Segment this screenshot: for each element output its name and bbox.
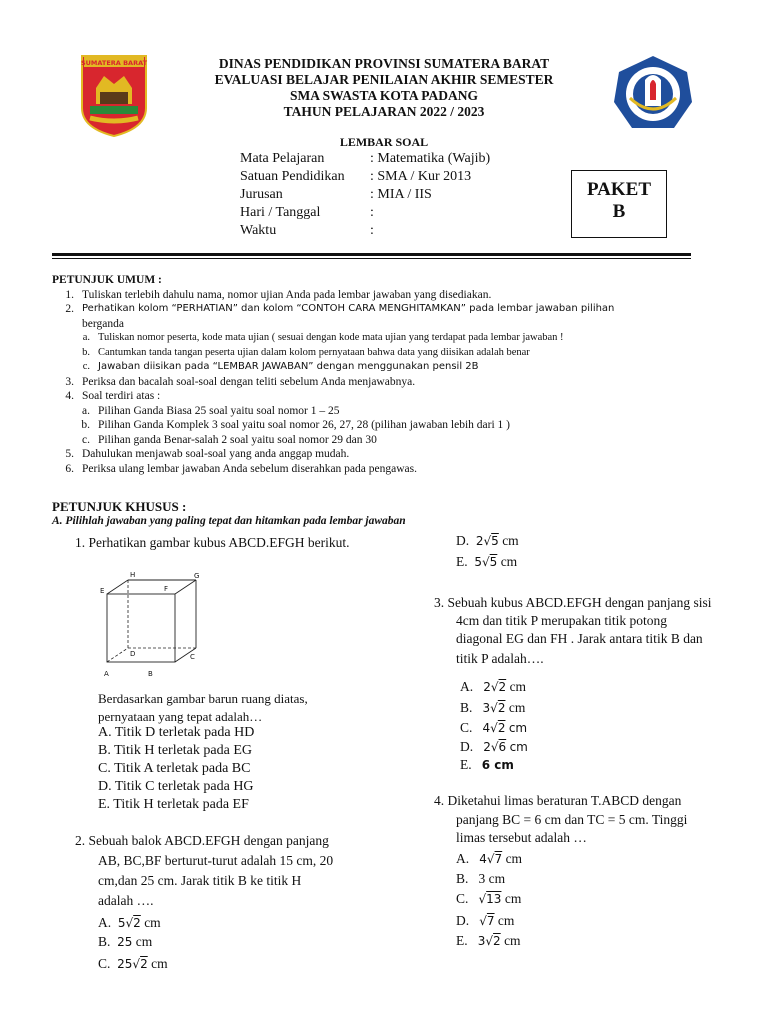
instruction-subitem: Cantumkan tanda tangan peserta ujian dalam kolom pernyataan bahwa data yang diisikan adalah benar	[98, 346, 530, 358]
q4-option-c[interactable]: C. √13 cm	[456, 891, 522, 906]
info-value: :	[370, 223, 374, 238]
q1-text2: pernyataan yang tepat adalah…	[98, 709, 263, 724]
q2-line2: AB, BC,BF berturut-turut adalah 15 cm, 20	[98, 853, 334, 868]
header-line2: EVALUASI BELAJAR PENILAIAN AKHIR SEMESTER	[214, 72, 554, 87]
q2-line3: cm,dan 25 cm. Jarak titik B ke titik H	[98, 873, 302, 888]
cube-label-d: D	[130, 650, 136, 658]
q1-stem: 1. Perhatikan gambar kubus ABCD.EFGH berikut.	[75, 535, 350, 550]
instruction-subitem: Pilihan ganda Benar-salah 2 soal yaitu soal nomor 29 dan 30	[98, 433, 377, 446]
petunjuk-umum-title: PETUNJUK UMUM :	[52, 274, 162, 286]
info-value: : SMA / Kur 2013	[370, 169, 472, 184]
q2-option-e[interactable]: E. 5√5 cm	[456, 554, 518, 569]
cube-label-e: E	[100, 587, 105, 595]
sumbar-logo	[78, 52, 150, 138]
instruction-item: Dahulukan menjawab soal-soal yang anda anggap mudah.	[82, 448, 350, 460]
info-label: Mata Pelajaran	[240, 151, 325, 166]
q2-option-d[interactable]: D. 2√5 cm	[456, 533, 519, 548]
instruction-item: Tuliskan terlebih dahulu nama, nomor ujian Anda pada lembar jawaban yang disediakan.	[82, 288, 492, 301]
info-label: Satuan Pendidikan	[240, 169, 345, 184]
q3-option-d[interactable]: D. 2√6 cm	[460, 739, 528, 754]
header-line1: DINAS PENDIDIKAN PROVINSI SUMATERA BARAT	[218, 56, 550, 71]
q4-line1: 4. Diketahui limas beraturan T.ABCD dengan	[434, 793, 682, 808]
q1-option-e[interactable]: E. Titik H terletak pada EF	[98, 797, 249, 812]
q4-line3: limas tersebut adalah …	[456, 830, 587, 845]
q4-option-e[interactable]: E. 3√2 cm	[456, 933, 521, 948]
paket-box	[571, 170, 667, 238]
header-line4: TAHUN PELAJARAN 2022 / 2023	[283, 104, 485, 119]
q2-option-a[interactable]: A. 5√2 cm	[98, 915, 161, 930]
instruction-item: Perhatikan kolom “PERHATIAN” dan kolom “CONTOH CARA MENGHITAMKAN” pada lembar jawaban pilihan	[82, 303, 615, 314]
cube-label-c: C	[190, 653, 195, 661]
q3-option-b[interactable]: B. 3√2 cm	[460, 700, 526, 715]
petunjuk-khusus-title: PETUNJUK KHUSUS :	[52, 499, 187, 514]
info-label: Jurusan	[240, 187, 283, 202]
paket-label: PAKET	[586, 179, 652, 200]
info-value: : Matematika (Wajib)	[370, 151, 491, 166]
q3-line4: titik P adalah….	[456, 651, 544, 666]
q3-option-e[interactable]: E. 6 cm	[460, 757, 514, 772]
q2-line1: 2. Sebuah balok ABCD.EFGH dengan panjang	[75, 833, 329, 848]
exam-info	[240, 150, 490, 240]
q1-option-a[interactable]: A. Titik D terletak pada HD	[98, 725, 255, 740]
cube-label-a: A	[104, 670, 109, 678]
instruction-subitem: Pilihan Ganda Biasa 25 soal yaitu soal nomor 1 – 25	[98, 404, 340, 417]
logo-left-text: SUMATERA BARAT	[80, 59, 148, 67]
info-label: Waktu	[240, 223, 277, 238]
instruction-subitem: Tuliskan nomor peserta, kode mata ujian ( sesuai dengan kode mata ujian yang terdapat pada lembar jawaban !	[98, 332, 564, 343]
q4-option-a[interactable]: A. 4√7 cm	[456, 851, 523, 866]
cube-label-b: B	[148, 670, 153, 678]
paket-code: B	[612, 201, 626, 222]
instruction-subitem: Pilihan Ganda Komplek 3 soal yaitu soal nomor 26, 27, 28 (pilihan jawaban lebih dari 1 )	[98, 419, 511, 431]
q3-option-c[interactable]: C. 4√2 cm	[460, 720, 528, 735]
q3-line2: 4cm dan titik P merupakan titik potong	[456, 613, 667, 628]
header-line3: SMA SWASTA KOTA PADANG	[290, 88, 478, 103]
petunjuk-umum: PETUNJUK UMUM : 1. Tuliskan terlebih dahulu nama, nomor ujian Anda pada lembar jawaban yang disediakan. 2. Perhatikan kolom “PERHATIAN” dan kolom “CONTOH CARA MENGHITAMKAN” pada lembar jawaban pilihan berganda a. Tuliskan nomor peserta, kode mata ujian ( sesuai dengan kode mata ujian yang terdapat pada lembar jawaban ! b. Cantumkan tanda tangan peserta ujian dalam kolom pernyataan bahwa data yang diisikan adalah benar c. Jawaban diisikan pada “LEMBAR JAWABAN” dengan menggunakan pensil 2B 3. Periksa dan bacalah soal-soal dengan teliti sebelum Anda menjawabnya. 4. Soal terdiri atas : a. Pilihan Ganda Biasa 25 soal yaitu soal nomor 1 – 25 b. Pilihan Ganda Komplek 3 soal yaitu soal nomor 26, 27, 28 (pilihan jawaban lebih dari 1 ) c. Pilihan ganda Benar-salah 2 soal yaitu soal nomor 29 dan 30 5. Dahulukan menjawab soal-soal yang anda anggap mudah. 6. Periksa ulang lembar jawaban Anda sebelum diserahkan pada pengawas.	[52, 273, 702, 476]
lembar-soal-title: LEMBAR SOAL	[339, 135, 429, 149]
q3-line3: diagonal EG dan FH . Jarak antara titik B dan	[456, 631, 703, 646]
q3-option-a[interactable]: A. 2√2 cm	[460, 679, 527, 694]
header-divider	[52, 253, 691, 256]
cube-diagram	[92, 570, 212, 682]
q1-option-d[interactable]: D. Titik C terletak pada HG	[98, 779, 254, 794]
q4-option-d[interactable]: D. √7 cm	[456, 913, 515, 928]
q4-line2: panjang BC = 6 cm dan TC = 5 cm. Tinggi	[456, 812, 688, 827]
header-divider-thin	[52, 258, 691, 259]
instruction-item: Periksa ulang lembar jawaban Anda sebelum diserahkan pada pengawas.	[82, 462, 417, 475]
tut-wuri-handayani-logo	[612, 54, 694, 136]
cube-label-h: H	[130, 571, 136, 579]
q3-line1: 3. Sebuah kubus ABCD.EFGH dengan panjang sisi	[434, 595, 712, 610]
section-a-title: A. Pilihlah jawaban yang paling tepat dan hitamkan pada lembar jawaban	[52, 515, 406, 527]
info-value: : MIA / IIS	[370, 187, 432, 202]
q1-option-b[interactable]: B. Titik H terletak pada EG	[98, 743, 252, 758]
q2-option-c[interactable]: C. 25√2 cm	[98, 956, 168, 971]
instruction-item-cont: berganda	[82, 317, 124, 330]
cube-label-f: F	[164, 585, 169, 593]
q4-option-b[interactable]: B. 3 cm	[456, 871, 506, 886]
q2-option-b[interactable]: B. 25 cm	[98, 934, 153, 949]
q1-text1: Berdasarkan gambar barun ruang diatas,	[98, 691, 308, 706]
q2-line4: adalah ….	[98, 893, 154, 908]
q1-option-c[interactable]: C. Titik A terletak pada BC	[98, 761, 251, 776]
info-label: Hari / Tanggal	[240, 205, 321, 220]
instruction-subitem: Jawaban diisikan pada “LEMBAR JAWABAN” dengan menggunakan pensil 2B	[98, 361, 479, 372]
instruction-item: Periksa dan bacalah soal-soal dengan teliti sebelum Anda menjawabnya.	[82, 375, 416, 388]
info-value: :	[370, 205, 374, 220]
cube-label-g: G	[194, 572, 200, 580]
instruction-item: Soal terdiri atas :	[82, 390, 161, 402]
